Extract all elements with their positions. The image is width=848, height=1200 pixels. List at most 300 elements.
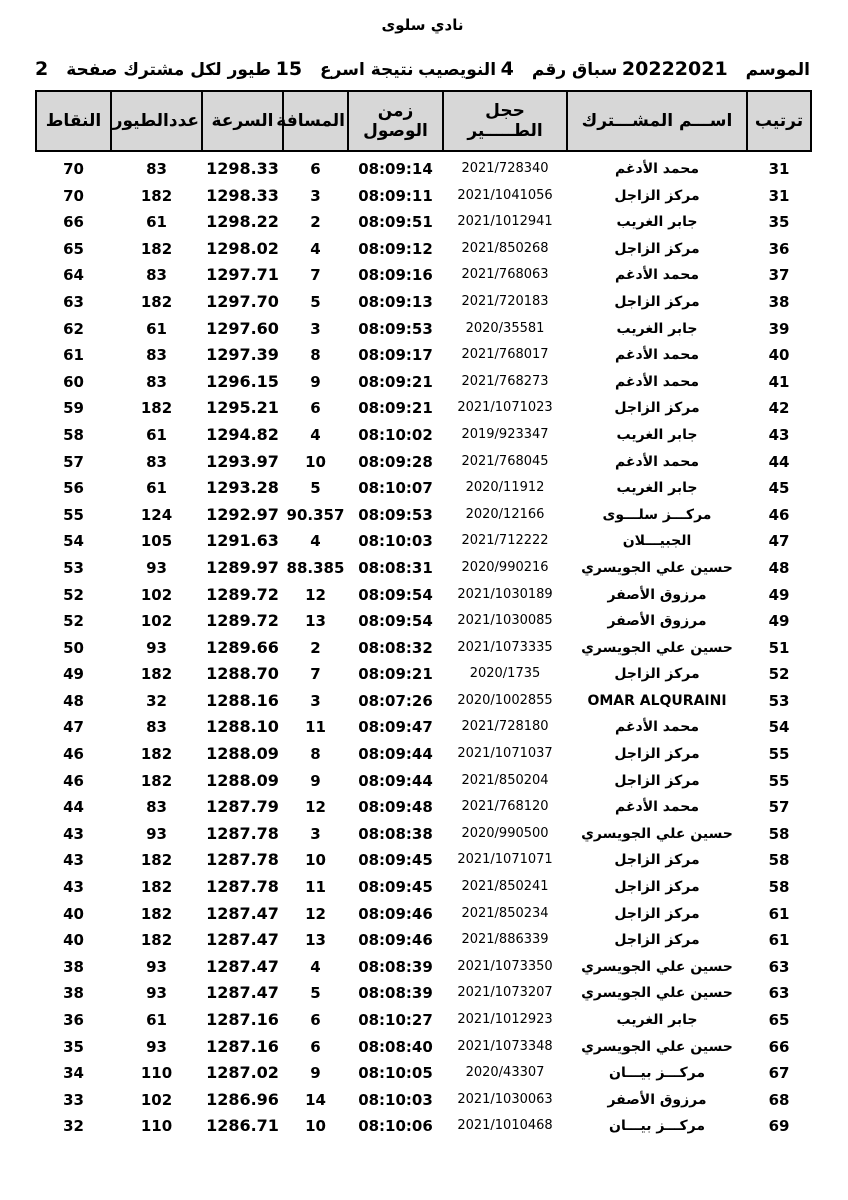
cell-participant: مركز الزاجل bbox=[614, 905, 700, 922]
cell-speed: 1297.39 bbox=[206, 345, 279, 365]
cell-bird-count: 93 bbox=[146, 1037, 167, 1056]
cell-points: 34 bbox=[63, 1064, 84, 1083]
cell-bird-count: 93 bbox=[146, 824, 167, 843]
cell-speed: 1298.33 bbox=[206, 185, 279, 205]
meta-location-label: النويصيب bbox=[418, 60, 497, 80]
cell-distance: 5 bbox=[310, 479, 321, 498]
cell-ring-number: 2021/1030063 bbox=[457, 1091, 553, 1107]
cell-points: 70 bbox=[63, 160, 84, 178]
cell-speed: 1294.82 bbox=[206, 424, 279, 444]
cell-rank: 31 bbox=[768, 160, 790, 178]
cell-participant: جابر الغريب bbox=[616, 320, 698, 337]
cell-rank: 58 bbox=[768, 878, 790, 897]
meta-page-number: 2 bbox=[35, 58, 49, 80]
cell-rank: 61 bbox=[768, 931, 790, 950]
cell-bird-count: 110 bbox=[140, 1117, 173, 1136]
cell-speed: 1289.97 bbox=[206, 557, 279, 577]
cell-bird-count: 61 bbox=[146, 479, 167, 498]
cell-arrival-time: 08:08:40 bbox=[358, 1037, 433, 1056]
cell-points: 53 bbox=[63, 558, 84, 577]
cell-participant: حسين علي الجويسري bbox=[581, 958, 733, 975]
cell-participant: محمد الأدغم bbox=[614, 267, 700, 284]
cell-rank: 39 bbox=[768, 319, 790, 338]
cell-bird-count: 182 bbox=[140, 851, 173, 870]
cell-rank: 51 bbox=[768, 638, 790, 657]
cell-arrival-time: 08:09:16 bbox=[358, 266, 433, 285]
cell-bird-count: 182 bbox=[140, 186, 173, 205]
cell-bird-count: 32 bbox=[146, 691, 167, 710]
cell-arrival-time: 08:08:32 bbox=[358, 638, 433, 657]
table-row bbox=[36, 209, 811, 236]
cell-speed: 1287.47 bbox=[206, 956, 279, 976]
cell-arrival-time: 08:10:27 bbox=[358, 1011, 433, 1029]
cell-ring-number: 2021/850234 bbox=[461, 905, 549, 921]
table-row bbox=[36, 395, 811, 422]
cell-arrival-time: 08:09:53 bbox=[358, 505, 433, 524]
cell-arrival-time: 08:09:46 bbox=[358, 904, 433, 923]
cell-rank: 58 bbox=[768, 824, 790, 843]
table-row bbox=[36, 661, 811, 688]
cell-arrival-time: 08:09:44 bbox=[358, 745, 433, 764]
cell-speed: 1287.16 bbox=[206, 1010, 279, 1029]
cell-participant: حسين علي الجويسري bbox=[581, 1038, 733, 1055]
meta-season bbox=[622, 58, 810, 80]
cell-rank: 44 bbox=[768, 452, 790, 471]
cell-participant: جابر الغريب bbox=[616, 1012, 698, 1028]
cell-distance: 10 bbox=[305, 452, 326, 471]
cell-arrival-time: 08:09:48 bbox=[358, 798, 433, 817]
table-row bbox=[36, 1007, 811, 1034]
cell-rank: 31 bbox=[768, 186, 790, 205]
cell-speed: 1289.72 bbox=[206, 584, 279, 604]
cell-bird-count: 182 bbox=[140, 931, 173, 950]
cell-distance: 10 bbox=[305, 1117, 326, 1136]
cell-participant: مركز الزاجل bbox=[614, 240, 700, 257]
cell-bird-count: 83 bbox=[146, 718, 167, 737]
results-table bbox=[35, 90, 812, 1140]
cell-participant: مركـــز بيـــان bbox=[609, 1065, 705, 1082]
cell-rank: 53 bbox=[768, 691, 790, 710]
cell-bird-count: 182 bbox=[140, 745, 173, 764]
cell-speed: 1295.21 bbox=[206, 398, 279, 418]
table-row bbox=[36, 422, 811, 449]
cell-participant: محمد الأدغم bbox=[614, 453, 700, 470]
meta-season-value: 20222021 bbox=[621, 58, 728, 80]
cell-arrival-time: 08:09:46 bbox=[358, 931, 433, 950]
table-row bbox=[36, 741, 811, 768]
col-header-rank: ترتيب bbox=[747, 91, 811, 151]
col-header-ring: حجل الطـــــير bbox=[443, 91, 567, 151]
club-title: نادي سلوى bbox=[381, 16, 464, 34]
cell-bird-count: 61 bbox=[146, 213, 167, 232]
cell-rank: 48 bbox=[768, 558, 790, 577]
table-row bbox=[36, 847, 811, 874]
cell-distance: 10 bbox=[305, 851, 326, 870]
cell-distance: 90.357 bbox=[286, 505, 345, 524]
cell-arrival-time: 08:08:39 bbox=[358, 957, 433, 976]
meta-race-number: 4 bbox=[500, 58, 514, 80]
cell-distance: 3 bbox=[310, 824, 321, 843]
cell-points: 59 bbox=[63, 399, 84, 418]
col-header-arrival: زمن الوصول bbox=[348, 91, 443, 151]
table-row bbox=[36, 608, 811, 635]
cell-arrival-time: 08:09:11 bbox=[358, 186, 433, 205]
cell-arrival-time: 08:09:44 bbox=[358, 771, 433, 790]
cell-arrival-time: 08:10:03 bbox=[358, 1090, 433, 1109]
cell-points: 56 bbox=[63, 479, 84, 498]
meta-season-label: الموسم bbox=[745, 60, 810, 80]
cell-ring-number: 2021/728340 bbox=[461, 161, 549, 176]
cell-speed: 1288.10 bbox=[206, 717, 279, 737]
cell-ring-number: 2020/11912 bbox=[465, 480, 545, 496]
cell-participant: محمد الأدغم bbox=[614, 373, 700, 390]
cell-bird-count: 124 bbox=[140, 505, 173, 524]
cell-bird-count: 102 bbox=[140, 612, 173, 631]
cell-participant: محمد الأدغم bbox=[614, 799, 700, 816]
cell-ring-number: 2021/886339 bbox=[461, 932, 549, 948]
table-row bbox=[36, 183, 811, 210]
cell-speed: 1292.97 bbox=[206, 504, 279, 524]
cell-ring-number: 2021/1073207 bbox=[457, 985, 553, 1001]
meta-location bbox=[418, 60, 496, 80]
cell-points: 36 bbox=[63, 1011, 84, 1029]
cell-distance: 4 bbox=[310, 532, 321, 551]
cell-arrival-time: 08:09:21 bbox=[358, 372, 433, 391]
cell-distance: 9 bbox=[310, 372, 321, 391]
cell-ring-number: 2021/768273 bbox=[461, 373, 549, 389]
cell-participant: مركز الزاجل bbox=[614, 187, 700, 204]
meta-result-label: نتيجة اسرع bbox=[320, 60, 414, 80]
table-row bbox=[36, 980, 811, 1007]
table-row bbox=[36, 1087, 811, 1114]
table-row bbox=[36, 794, 811, 821]
cell-ring-number: 2020/12166 bbox=[465, 506, 545, 522]
cell-speed: 1298.33 bbox=[206, 159, 279, 178]
cell-points: 66 bbox=[63, 213, 84, 232]
cell-arrival-time: 08:09:45 bbox=[358, 878, 433, 897]
cell-arrival-time: 08:09:28 bbox=[358, 452, 433, 471]
cell-ring-number: 2021/1071037 bbox=[457, 746, 553, 762]
cell-ring-number: 2021/1012923 bbox=[457, 1012, 553, 1027]
table-row bbox=[36, 342, 811, 369]
cell-rank: 47 bbox=[768, 532, 790, 551]
cell-distance: 88.385 bbox=[286, 558, 345, 577]
cell-arrival-time: 08:10:05 bbox=[358, 1064, 433, 1083]
cell-arrival-time: 08:09:17 bbox=[358, 346, 433, 365]
cell-rank: 55 bbox=[768, 745, 790, 764]
cell-ring-number: 2021/1071023 bbox=[457, 400, 553, 416]
table-row bbox=[36, 927, 811, 954]
cell-rank: 63 bbox=[768, 984, 790, 1003]
cell-rank: 67 bbox=[768, 1064, 790, 1083]
cell-rank: 40 bbox=[768, 346, 790, 365]
cell-speed: 1287.47 bbox=[206, 930, 279, 950]
cell-distance: 7 bbox=[310, 665, 321, 684]
cell-speed: 1297.71 bbox=[206, 265, 279, 285]
cell-distance: 3 bbox=[310, 186, 321, 205]
cell-participant: حسين علي الجويسري bbox=[581, 985, 733, 1002]
cell-bird-count: 102 bbox=[140, 585, 173, 604]
cell-distance: 12 bbox=[305, 585, 326, 604]
cell-points: 46 bbox=[63, 771, 84, 790]
cell-rank: 45 bbox=[768, 479, 790, 498]
cell-bird-count: 83 bbox=[146, 372, 167, 391]
cell-bird-count: 61 bbox=[146, 1011, 167, 1029]
meta-race-label: سباق رقم bbox=[531, 60, 618, 80]
cell-distance: 5 bbox=[310, 292, 321, 311]
cell-points: 55 bbox=[63, 505, 84, 524]
cell-points: 64 bbox=[63, 266, 84, 285]
table-row bbox=[36, 449, 811, 476]
cell-speed: 1293.97 bbox=[206, 451, 279, 471]
table-row bbox=[36, 582, 811, 609]
cell-ring-number: 2021/1010468 bbox=[457, 1118, 553, 1134]
cell-participant: مركز الزاجل bbox=[614, 293, 700, 310]
cell-ring-number: 2020/1002855 bbox=[457, 692, 553, 708]
table-row bbox=[36, 289, 811, 316]
cell-rank: 54 bbox=[768, 718, 790, 737]
cell-distance: 11 bbox=[305, 718, 326, 737]
cell-bird-count: 83 bbox=[146, 266, 167, 285]
cell-ring-number: 2020/990216 bbox=[461, 559, 549, 575]
cell-arrival-time: 08:09:54 bbox=[358, 612, 433, 631]
table-row bbox=[36, 1060, 811, 1087]
cell-ring-number: 2020/1735 bbox=[469, 666, 541, 682]
cell-bird-count: 182 bbox=[140, 771, 173, 790]
table-row bbox=[36, 874, 811, 901]
cell-participant: مرزوق الأصفر bbox=[607, 613, 707, 630]
cell-points: 32 bbox=[63, 1117, 84, 1136]
cell-bird-count: 182 bbox=[140, 292, 173, 311]
cell-speed: 1291.63 bbox=[206, 531, 279, 551]
col-header-distance: المسافة bbox=[283, 91, 348, 151]
cell-distance: 3 bbox=[310, 319, 321, 338]
cell-speed: 1287.47 bbox=[206, 903, 279, 923]
cell-ring-number: 2021/1041056 bbox=[457, 187, 553, 203]
cell-points: 38 bbox=[63, 957, 84, 976]
cell-points: 70 bbox=[63, 186, 84, 205]
cell-points: 48 bbox=[63, 691, 84, 710]
cell-speed: 1296.15 bbox=[206, 371, 279, 391]
cell-ring-number: 2019/923347 bbox=[461, 426, 549, 442]
cell-rank: 58 bbox=[768, 851, 790, 870]
cell-speed: 1288.09 bbox=[206, 770, 279, 790]
col-header-birds: عددالطيور bbox=[111, 91, 202, 151]
cell-points: 49 bbox=[63, 665, 84, 684]
cell-bird-count: 182 bbox=[140, 878, 173, 897]
cell-arrival-time: 08:07:26 bbox=[358, 691, 433, 710]
cell-points: 46 bbox=[63, 745, 84, 764]
cell-bird-count: 83 bbox=[146, 346, 167, 365]
cell-points: 35 bbox=[63, 1037, 84, 1056]
cell-distance: 9 bbox=[310, 1064, 321, 1083]
cell-ring-number: 2021/1073350 bbox=[457, 958, 553, 974]
cell-distance: 12 bbox=[305, 798, 326, 817]
cell-speed: 1293.28 bbox=[206, 478, 279, 498]
cell-participant: مركز الزاجل bbox=[614, 852, 700, 869]
cell-speed: 1287.78 bbox=[206, 850, 279, 870]
cell-ring-number: 2021/768017 bbox=[461, 347, 549, 363]
cell-ring-number: 2021/712222 bbox=[461, 533, 549, 549]
cell-ring-number: 2021/1030189 bbox=[457, 586, 553, 602]
cell-speed: 1289.66 bbox=[206, 637, 279, 657]
cell-participant: حسين علي الجويسري bbox=[581, 639, 733, 656]
cell-arrival-time: 08:09:47 bbox=[358, 718, 433, 737]
cell-points: 40 bbox=[63, 904, 84, 923]
cell-distance: 5 bbox=[310, 984, 321, 1003]
cell-bird-count: 93 bbox=[146, 638, 167, 657]
cell-distance: 12 bbox=[305, 904, 326, 923]
cell-speed: 1286.96 bbox=[206, 1089, 279, 1109]
table-row bbox=[36, 714, 811, 741]
cell-speed: 1288.70 bbox=[206, 664, 279, 684]
cell-participant: مركز الزاجل bbox=[614, 400, 700, 417]
cell-rank: 68 bbox=[768, 1090, 790, 1109]
cell-rank: 69 bbox=[768, 1117, 790, 1136]
cell-distance: 13 bbox=[305, 612, 326, 631]
table-row bbox=[36, 1113, 811, 1140]
cell-rank: 42 bbox=[768, 399, 790, 418]
cell-speed: 1297.60 bbox=[206, 318, 279, 338]
cell-ring-number: 2021/768120 bbox=[461, 799, 549, 815]
cell-distance: 3 bbox=[310, 691, 321, 710]
table-row bbox=[36, 688, 811, 715]
cell-distance: 6 bbox=[310, 1011, 321, 1029]
cell-ring-number: 2020/990500 bbox=[461, 825, 549, 841]
cell-points: 43 bbox=[63, 851, 84, 870]
cell-bird-count: 182 bbox=[140, 239, 173, 258]
cell-bird-count: 61 bbox=[146, 425, 167, 444]
cell-rank: 35 bbox=[768, 213, 790, 232]
cell-speed: 1289.72 bbox=[206, 611, 279, 631]
cell-rank: 43 bbox=[768, 425, 790, 444]
cell-bird-count: 182 bbox=[140, 399, 173, 418]
cell-speed: 1298.02 bbox=[206, 238, 279, 258]
cell-distance: 2 bbox=[310, 213, 321, 232]
cell-ring-number: 2020/43307 bbox=[465, 1065, 545, 1081]
cell-ring-number: 2020/35581 bbox=[465, 320, 545, 336]
cell-bird-count: 182 bbox=[140, 904, 173, 923]
cell-arrival-time: 08:09:51 bbox=[358, 213, 433, 232]
cell-bird-count: 102 bbox=[140, 1090, 173, 1109]
cell-speed: 1287.16 bbox=[206, 1036, 279, 1056]
meta-row bbox=[35, 58, 810, 80]
cell-participant: محمد الأدغم bbox=[614, 719, 700, 736]
cell-bird-count: 83 bbox=[146, 160, 167, 178]
cell-distance: 4 bbox=[310, 425, 321, 444]
cell-ring-number: 2021/1073335 bbox=[457, 639, 553, 655]
cell-participant: مرزوق الأصفر bbox=[607, 1091, 707, 1108]
cell-ring-number: 2021/1071071 bbox=[457, 852, 553, 868]
cell-points: 38 bbox=[63, 984, 84, 1003]
cell-arrival-time: 08:08:39 bbox=[358, 984, 433, 1003]
cell-points: 50 bbox=[63, 638, 84, 657]
table-row bbox=[36, 1034, 811, 1061]
cell-bird-count: 93 bbox=[146, 957, 167, 976]
cell-points: 52 bbox=[63, 585, 84, 604]
cell-points: 47 bbox=[63, 718, 84, 737]
cell-points: 63 bbox=[63, 292, 84, 311]
cell-distance: 6 bbox=[310, 160, 321, 178]
cell-distance: 14 bbox=[305, 1090, 326, 1109]
cell-bird-count: 93 bbox=[146, 984, 167, 1003]
table-row bbox=[36, 901, 811, 928]
table-row bbox=[36, 555, 811, 582]
cell-participant: مركز الزاجل bbox=[614, 932, 700, 949]
col-header-name: اســـم المشـــترك bbox=[567, 91, 747, 151]
cell-rank: 65 bbox=[768, 1011, 790, 1029]
cell-arrival-time: 08:09:14 bbox=[358, 160, 433, 178]
cell-distance: 9 bbox=[310, 771, 321, 790]
cell-arrival-time: 08:09:21 bbox=[358, 399, 433, 418]
meta-race bbox=[501, 58, 618, 80]
cell-rank: 49 bbox=[768, 585, 790, 604]
cell-bird-count: 93 bbox=[146, 558, 167, 577]
meta-page-label: طيور لكل مشترك صفحة bbox=[66, 60, 271, 80]
cell-arrival-time: 08:09:45 bbox=[358, 851, 433, 870]
cell-participant: مركـــز بيـــان bbox=[609, 1118, 705, 1135]
cell-distance: 8 bbox=[310, 346, 321, 365]
cell-distance: 11 bbox=[305, 878, 326, 897]
cell-distance: 8 bbox=[310, 745, 321, 764]
cell-arrival-time: 08:10:02 bbox=[358, 425, 433, 444]
cell-rank: 57 bbox=[768, 798, 790, 817]
table-row bbox=[36, 635, 811, 662]
cell-bird-count: 83 bbox=[146, 452, 167, 471]
cell-rank: 61 bbox=[768, 904, 790, 923]
cell-distance: 4 bbox=[310, 957, 321, 976]
cell-participant: محمد الأدغم bbox=[614, 161, 700, 177]
cell-points: 54 bbox=[63, 532, 84, 551]
cell-distance: 7 bbox=[310, 266, 321, 285]
cell-arrival-time: 08:09:21 bbox=[358, 665, 433, 684]
table-row bbox=[36, 768, 811, 795]
cell-speed: 1288.16 bbox=[206, 690, 279, 710]
cell-participant: حسين علي الجويسري bbox=[581, 559, 733, 576]
cell-participant: الجبيـــلان bbox=[622, 533, 692, 550]
cell-ring-number: 2021/1012941 bbox=[457, 214, 553, 230]
results-table-header bbox=[36, 91, 811, 151]
cell-ring-number: 2021/850268 bbox=[461, 240, 549, 256]
meta-result bbox=[276, 58, 414, 80]
cell-arrival-time: 08:09:12 bbox=[358, 239, 433, 258]
cell-arrival-time: 08:08:38 bbox=[358, 824, 433, 843]
table-row bbox=[36, 821, 811, 848]
cell-arrival-time: 08:08:31 bbox=[358, 558, 433, 577]
cell-ring-number: 2021/850204 bbox=[461, 772, 549, 788]
table-row bbox=[36, 151, 811, 183]
cell-participant: مركز الزاجل bbox=[614, 772, 700, 789]
cell-participant: مركز الزاجل bbox=[614, 666, 700, 683]
cell-points: 60 bbox=[63, 372, 84, 391]
cell-speed: 1287.02 bbox=[206, 1063, 279, 1083]
cell-distance: 13 bbox=[305, 931, 326, 950]
cell-points: 43 bbox=[63, 878, 84, 897]
cell-points: 62 bbox=[63, 319, 84, 338]
cell-ring-number: 2021/1030085 bbox=[457, 613, 553, 629]
meta-result-count: 15 bbox=[275, 58, 303, 80]
cell-arrival-time: 08:09:53 bbox=[358, 319, 433, 338]
cell-participant: مركز الزاجل bbox=[614, 746, 700, 763]
cell-points: 43 bbox=[63, 824, 84, 843]
cell-speed: 1286.71 bbox=[206, 1116, 279, 1136]
table-row bbox=[36, 369, 811, 396]
cell-speed: 1287.78 bbox=[206, 877, 279, 897]
cell-bird-count: 110 bbox=[140, 1064, 173, 1083]
cell-points: 52 bbox=[63, 612, 84, 631]
cell-participant: جابر الغريب bbox=[616, 214, 698, 231]
cell-participant: مرزوق الأصفر bbox=[607, 586, 707, 603]
